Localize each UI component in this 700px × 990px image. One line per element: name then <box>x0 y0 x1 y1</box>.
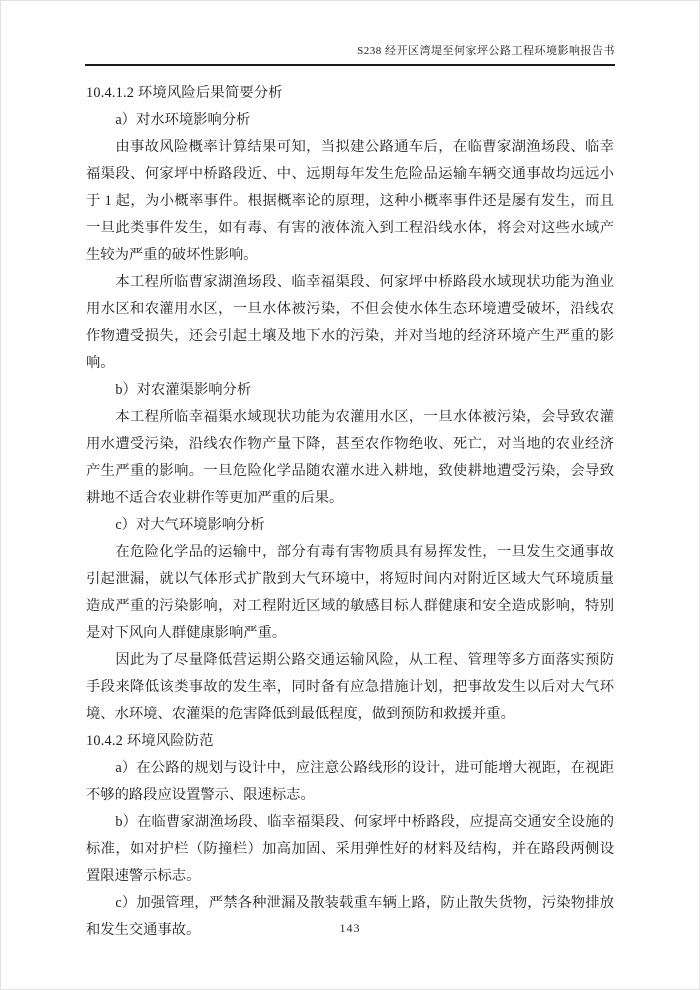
page-number: 143 <box>339 921 361 935</box>
item-b-safety-facilities: b）在临曹家湖渔场段、临幸福渠段、何家坪中桥路段，应提高交通安全设施的标准，如对护栏（防撞栏）加高加固、采用弹性好的材料及结构，并在路段两侧设置限速警示标志。 <box>86 814 614 884</box>
section-heading-10-4-2: 10.4.2 环境风险防范 <box>86 733 214 749</box>
header-title: S238 经开区湾堤至何家坪公路工程环境影响报告书 <box>357 45 615 57</box>
paragraph-air: 在危险化学品的运输中，部分有毒有害物质具有易挥发性，一旦发生交通事故引起泄漏，就以气体形式扩散到大气环境中，将短时间内对附近区域大气环境质量造成严重的污染影响，对工程附近区域的敏感目标人群健康和安全造成影响，特别是对下风向人群健康影响严重。 <box>86 544 614 641</box>
item-b-irrigation-analysis: b）对农灌渠影响分析 <box>115 382 252 398</box>
item-a-water-analysis: a）对水环境影响分析 <box>115 112 251 128</box>
paragraph-conclusion: 因此为了尽量降低营运期公路交通运输风险，从工程、管理等多方面落实预防手段来降低该类事故的发生率，同时备有应急措施计划，把事故发生以后对大气环境、水环境、农灌渠的危害降低到最低程度，做到预防和救援并重。 <box>86 652 614 722</box>
document-content <box>86 80 614 944</box>
paragraph-irrigation: 本工程所临幸福渠水域现状功能为农灌用水区，一旦水体被污染，会导致农灌用水遭受污染，沿线农作物产量下降，甚至农作物绝收、死亡，对当地的农业经济产生严重的影响。一旦危险化学品随农灌水进入耕地，致使耕地遭受污染，会导致耕地不适合农业耕作等更加严重的后果。 <box>86 409 614 506</box>
paragraph-water-probability: 由事故风险概率计算结果可知，当拟建公路通车后，在临曹家湖渔场段、临幸福渠段、何家坪中桥路段近、中、远期每年发生危险品运输车辆交通事故均远远小于 1 起，为小概率事件。根据概率论的原理，这种小概率事件还是屡有发生，而且一旦此类事件发生，如有毒、有害的液体流入到工程沿线水体，将会对这些水域产生较为严重的破坏性影响。 <box>86 139 614 263</box>
item-c-air-analysis: c）对大气环境影响分析 <box>115 517 265 533</box>
item-c-management: c）加强管理，严禁各种泄漏及散装载重车辆上路，防止散失货物，污染物排放和发生交通事故。 <box>86 895 614 938</box>
item-a-planning-design: a）在公路的规划与设计中，应注意公路线形的设计，进可能增大视距，在视距不够的路段应设置警示、限速标志。 <box>86 760 614 803</box>
page-footer <box>0 921 700 936</box>
section-heading-10-4-1-2: 10.4.1.2 环境风险后果简要分析 <box>86 85 283 101</box>
page-header <box>85 42 615 66</box>
paragraph-water-function: 本工程所临曹家湖渔场段、临幸福渠段、何家坪中桥路段水域现状功能为渔业用水区和农灌用水区，一旦水体被污染，不但会使水体生态环境遭受破坏，沿线农作物遭受损失，还会引起土壤及地下水的污染，并对当地的经济环境产生严重的影响。 <box>86 274 614 371</box>
